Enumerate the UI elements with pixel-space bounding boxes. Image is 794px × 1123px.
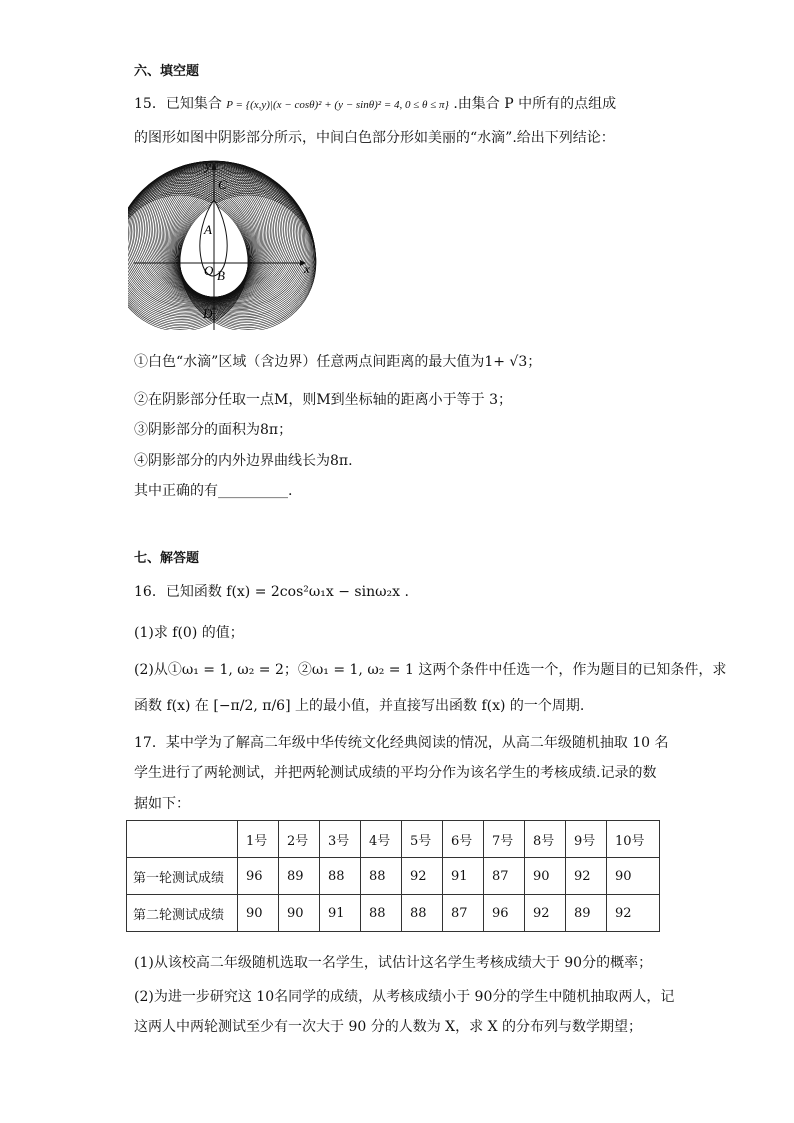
table-cell: 96 <box>484 895 525 932</box>
q15-set-expression: P = {(x,y)|(x − cosθ)² + (y − sinθ)² = 4, 0 ≤ θ ≤ π} <box>226 99 449 111</box>
table-cell: 88 <box>402 895 443 932</box>
point-a-label: A <box>204 222 212 237</box>
q17-line1: 17．某中学为了解高二年级中华传统文化经典阅读的情况，从高二年级随机抽取 10 名 <box>134 735 669 751</box>
table-cell: 88 <box>361 895 402 932</box>
q17-line3: 据如下： <box>134 796 190 812</box>
q16-part2-line1: (2)从①ω₁ = 1, ω₂ = 2；②ω₁ = 1, ω₂ = 1 这两个条件中任选一个，作为题目的已知条件，求 <box>134 662 727 678</box>
table-cell: 91 <box>443 858 484 895</box>
section-title-fill-in: 六、填空题 <box>134 64 200 79</box>
q15-line2: 的图形如图中阴影部分所示，中间白色部分形如美丽的“水滴”.给出下列结论： <box>134 130 615 146</box>
point-b-label: B <box>217 268 225 283</box>
table-header-cell: 9号 <box>566 821 607 858</box>
q15-line1 <box>134 94 616 115</box>
q15-number: 15．已知集合 <box>134 96 222 112</box>
q17-part2-line1: (2)为进一步研究这 10名同学的成绩，从考核成绩小于 90分的学生中随机抽取两人，记 <box>134 989 675 1005</box>
table-header-cell: 6号 <box>443 821 484 858</box>
table-header-cell: 10号 <box>607 821 660 858</box>
q16-part1: (1)求 f(0) 的值； <box>134 625 244 641</box>
q17-part2-line2: 这两人中两轮测试至少有一次大于 90 分的人数为 X，求 X 的分布列与数学期望； <box>134 1019 642 1035</box>
q17-line2: 学生进行了两轮测试，并把两轮测试成绩的平均分作为该名学生的考核成绩.记录的数 <box>134 765 657 781</box>
table-header-cell: 4号 <box>361 821 402 858</box>
q16-part2-line2: 函数 f(x) 在 [−π/2, π/6] 上的最小值，并直接写出函数 f(x) 的一个周期. <box>134 698 585 714</box>
table-cell: 88 <box>320 858 361 895</box>
q15-question: 其中正确的有__________. <box>134 483 293 499</box>
table-cell: 89 <box>279 858 320 895</box>
table-cell: 90 <box>238 895 279 932</box>
row-label: 第二轮测试成绩 <box>127 895 238 932</box>
water-drop-figure <box>128 155 328 330</box>
q15-conclusion-1: ①白色“水滴”区域（含边界）任意两点间距离的最大值为1+ √3； <box>134 354 542 370</box>
table-row <box>127 895 660 932</box>
table-cell: 90 <box>607 858 660 895</box>
table-header-cell: 2号 <box>279 821 320 858</box>
table-cell: 90 <box>279 895 320 932</box>
table-cell: 88 <box>361 858 402 895</box>
table-cell: 87 <box>443 895 484 932</box>
table-cell: 92 <box>525 895 566 932</box>
score-table <box>126 820 660 932</box>
table-cell: 90 <box>525 858 566 895</box>
table-cell: 92 <box>402 858 443 895</box>
q15-conclusion-4: ④阴影部分的内外边界曲线长为8π. <box>134 453 353 469</box>
table-header-cell <box>127 821 238 858</box>
point-d-label: D <box>203 306 213 321</box>
x-axis-label: x <box>304 261 310 276</box>
table-row <box>127 858 660 895</box>
row-label: 第一轮测试成绩 <box>127 858 238 895</box>
table-header-cell: 8号 <box>525 821 566 858</box>
table-cell: 91 <box>320 895 361 932</box>
table-header-cell: 5号 <box>402 821 443 858</box>
table-cell: 96 <box>238 858 279 895</box>
q15-conclusion-3: ③阴影部分的面积为8π； <box>134 422 293 438</box>
origin-label: O <box>204 263 214 278</box>
section-title-answer: 七、解答题 <box>134 551 200 566</box>
y-axis-label: y <box>205 158 211 173</box>
table-cell: 89 <box>566 895 607 932</box>
table-cell: 92 <box>566 858 607 895</box>
point-c-label: C <box>218 177 227 192</box>
table-header-cell: 1号 <box>238 821 279 858</box>
table-cell: 92 <box>607 895 660 932</box>
q16-stem: 16．已知函数 f(x) = 2cos²ω₁x − sinω₂x . <box>134 584 409 600</box>
q15-conclusion-2: ②在阴影部分任取一点M，则M到坐标轴的距离小于等于 3； <box>134 392 513 408</box>
table-cell: 87 <box>484 858 525 895</box>
table-header-row <box>127 821 660 858</box>
table-header-cell: 7号 <box>484 821 525 858</box>
q17-part1: (1)从该校高二年级随机选取一名学生，试估计这名学生考核成绩大于 90分的概率； <box>134 955 653 971</box>
q15-tail: .由集合 P 中所有的点组成 <box>453 96 617 112</box>
table-header-cell: 3号 <box>320 821 361 858</box>
